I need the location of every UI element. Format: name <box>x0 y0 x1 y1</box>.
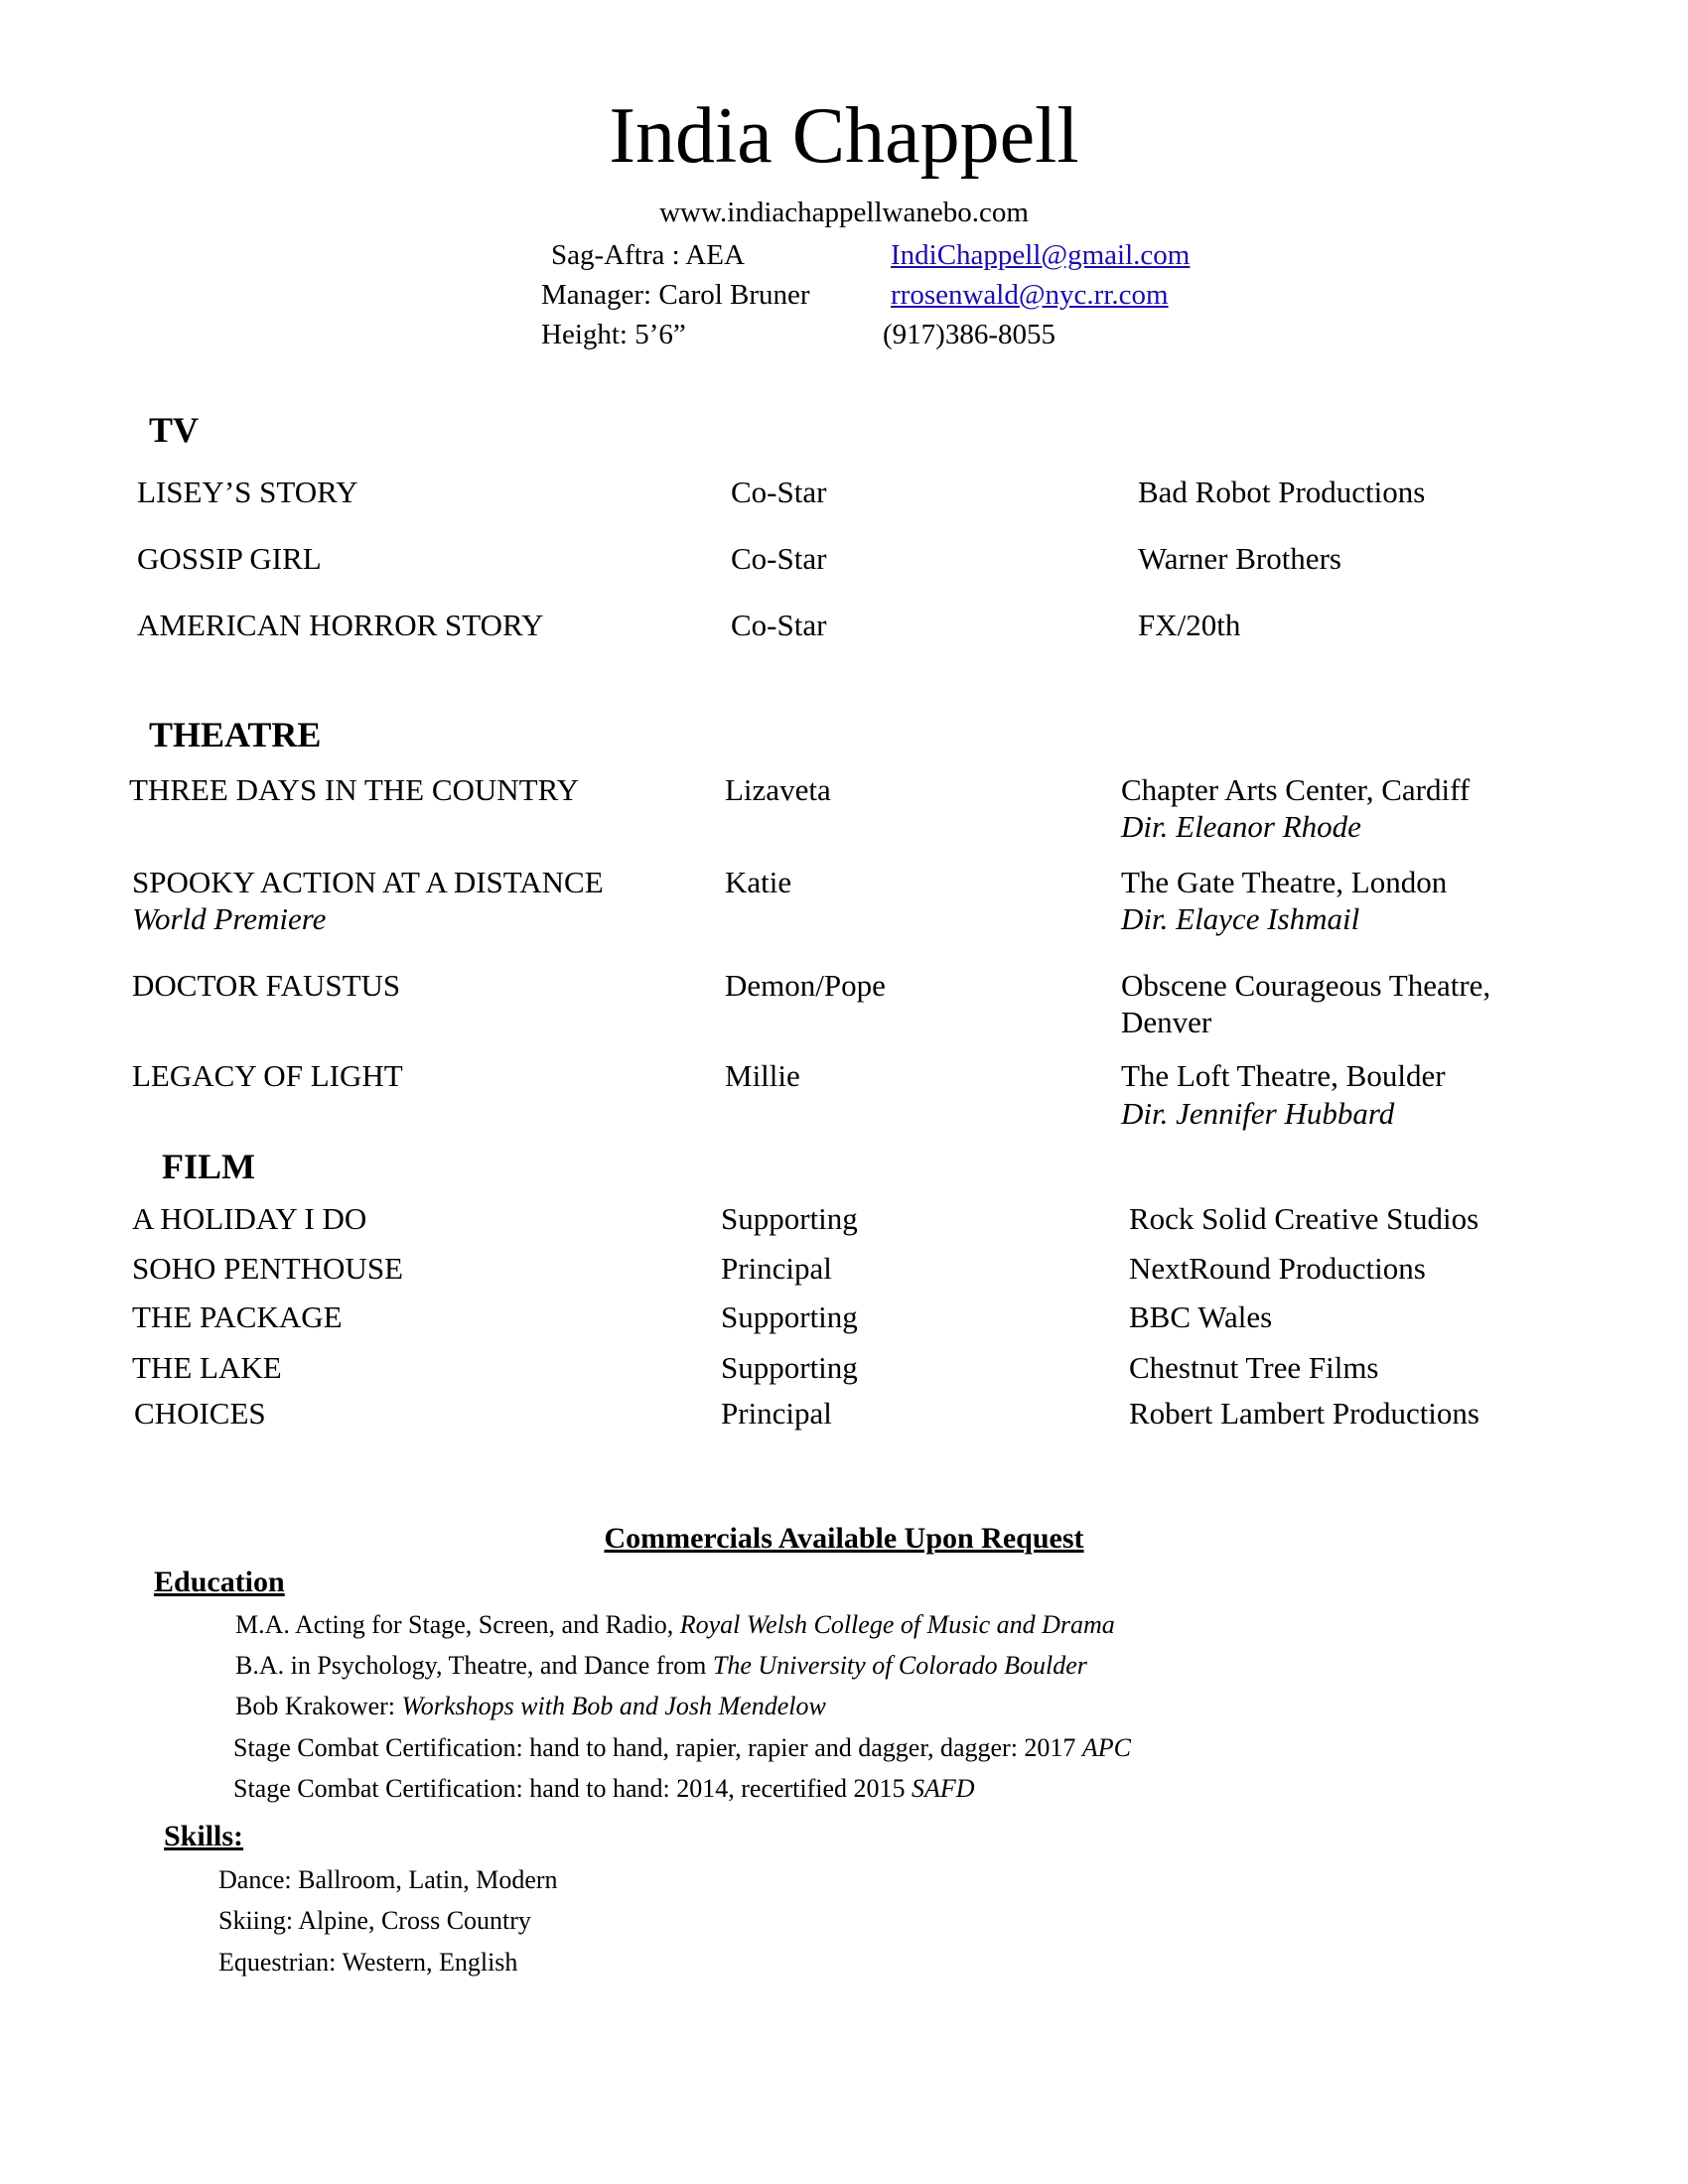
commercials-note: Commercials Available Upon Request <box>604 1522 1084 1555</box>
education-item: Stage Combat Certification: hand to hand: 2014, recertified 2015 SAFD <box>233 1774 975 1803</box>
credit-company: Rock Solid Creative Studios <box>1129 1201 1479 1236</box>
credit-role: Supporting <box>721 1350 858 1385</box>
credit-title: LEGACY OF LIGHT <box>132 1058 403 1093</box>
phone: (917)386-8055 <box>883 319 1055 350</box>
film-heading: FILM <box>162 1147 255 1186</box>
credit-company: The Gate Theatre, London <box>1121 865 1448 899</box>
credit-company-line2: Denver <box>1121 1005 1212 1039</box>
manager: Manager: Carol Bruner <box>541 279 810 311</box>
education-item: B.A. in Psychology, Theatre, and Dance from The University of Colorado Boulder <box>235 1651 1087 1680</box>
skill-item: Equestrian: Western, English <box>218 1948 518 1977</box>
height: Height: 5’6” <box>541 319 686 350</box>
credit-title: DOCTOR FAUSTUS <box>132 968 401 1003</box>
credit-company: Chestnut Tree Films <box>1129 1350 1379 1385</box>
credit-company: Robert Lambert Productions <box>1129 1396 1479 1431</box>
credit-role: Supporting <box>721 1201 858 1236</box>
credit-company: Bad Robot Productions <box>1138 475 1426 509</box>
credit-company: Warner Brothers <box>1138 541 1341 576</box>
credit-role: Demon/Pope <box>725 968 886 1003</box>
credit-title: SPOOKY ACTION AT A DISTANCE <box>132 865 604 899</box>
union: Sag-Aftra : AEA <box>551 239 745 271</box>
skills-heading: Skills: <box>164 1820 244 1852</box>
credit-role: Principal <box>721 1251 832 1286</box>
resume-name: India Chappell <box>609 92 1079 180</box>
education-item: Bob Krakower: Workshops with Bob and Josh Mendelow <box>235 1692 826 1720</box>
education-item: Stage Combat Certification: hand to hand, rapier, rapier and dagger, dagger: 2017 APC <box>233 1733 1132 1762</box>
email-link[interactable]: IndiChappell@gmail.com <box>891 239 1191 271</box>
director: Dir. Elayce Ishmail <box>1121 901 1360 936</box>
education-heading: Education <box>154 1566 285 1598</box>
title-note: World Premiere <box>132 901 327 936</box>
credit-role: Co-Star <box>731 475 827 509</box>
credit-title: THE PACKAGE <box>132 1299 343 1334</box>
credit-company: The Loft Theatre, Boulder <box>1121 1058 1446 1093</box>
credit-role: Lizaveta <box>725 772 831 807</box>
credit-title: LISEY’S STORY <box>137 475 358 509</box>
credit-company: NextRound Productions <box>1129 1251 1426 1286</box>
tv-heading: TV <box>149 410 200 450</box>
credit-title: A HOLIDAY I DO <box>132 1201 367 1236</box>
credit-company: BBC Wales <box>1129 1299 1273 1334</box>
credit-role: Millie <box>725 1058 800 1093</box>
credit-role: Supporting <box>721 1299 858 1334</box>
credit-company: Chapter Arts Center, Cardiff <box>1121 772 1471 807</box>
skill-item: Skiing: Alpine, Cross Country <box>218 1906 531 1935</box>
credit-title: SOHO PENTHOUSE <box>132 1251 403 1286</box>
director: Dir. Jennifer Hubbard <box>1121 1096 1395 1131</box>
credit-title: CHOICES <box>134 1396 266 1431</box>
credit-role: Katie <box>725 865 792 899</box>
credit-title: THE LAKE <box>132 1350 282 1385</box>
credit-role: Principal <box>721 1396 832 1431</box>
director: Dir. Eleanor Rhode <box>1121 809 1361 844</box>
skill-item: Dance: Ballroom, Latin, Modern <box>218 1865 558 1894</box>
education-item: M.A. Acting for Stage, Screen, and Radio, Royal Welsh College of Music and Drama <box>235 1610 1115 1639</box>
credit-company: Obscene Courageous Theatre, <box>1121 968 1491 1003</box>
credit-title: AMERICAN HORROR STORY <box>137 608 544 642</box>
credit-title: THREE DAYS IN THE COUNTRY <box>129 772 579 807</box>
credit-title: GOSSIP GIRL <box>137 541 322 576</box>
manager-email-link[interactable]: rrosenwald@nyc.rr.com <box>891 279 1169 311</box>
credit-company: FX/20th <box>1138 608 1241 642</box>
website[interactable]: www.indiachappellwanebo.com <box>659 197 1029 228</box>
credit-role: Co-Star <box>731 608 827 642</box>
credit-role: Co-Star <box>731 541 827 576</box>
theatre-heading: THEATRE <box>149 715 322 754</box>
